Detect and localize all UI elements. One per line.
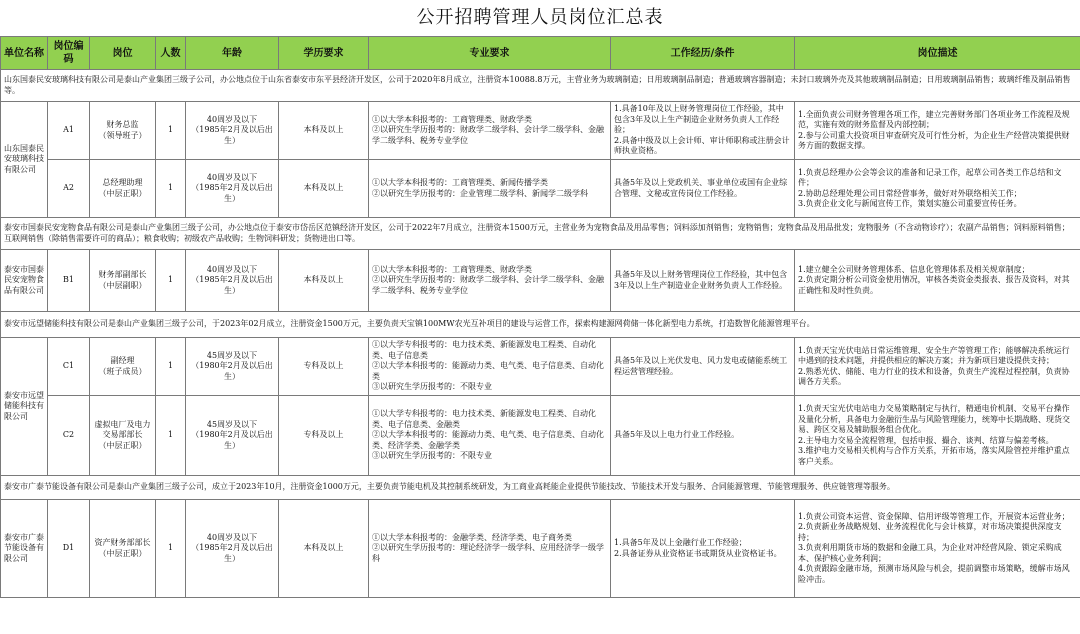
position-code: A1 bbox=[48, 102, 90, 160]
company-intro-row bbox=[1, 70, 1080, 102]
position-count: 1 bbox=[156, 160, 186, 218]
table-body bbox=[1, 70, 1080, 598]
position-description: 1.负责天宝光伏电站电力交易策略制定与执行，精通电价机制、交易平台操作及量化分析，具备电力金融衍生品与风险管理能力，统筹中长期战略、现货交易、跨区交易及辅助服务组合优化。 2.主导电力交易全流程管理，包括申报、撮合、谈判、结算与偏差考核。 3.维护电力交易相关机构与合作方关系，开拓市场，落实风险管控并维护重点客户关系。 bbox=[795, 396, 1080, 476]
experience-requirement: 1.具备10年及以上财务管理岗位工作经验，其中包含3年及以上生产制造企业财务负责人工作经验； 2.具备中级及以上会计师、审计师职称或注册会计师执业资格。 bbox=[611, 102, 795, 160]
position-title: 虚拟电厂及电力交易部部长 （中层正职） bbox=[90, 396, 156, 476]
position-description: 1.全面负责公司财务管理各项工作，建立完善财务部门各项业务工作流程及规范，实施有效的财务监督及内部控制； 2.参与公司重大投资项目审查研究及可行性分析，为企业生产经营决策提供财务方面的数据支撑。 bbox=[795, 102, 1080, 160]
page-title: 公开招聘管理人员岗位汇总表 bbox=[416, 7, 664, 28]
position-count: 1 bbox=[156, 396, 186, 476]
experience-requirement: 具备5年及以上电力行业工作经验。 bbox=[611, 396, 795, 476]
header-description: 岗位描述 bbox=[795, 37, 1080, 70]
age-requirement: 40周岁及以下 （1985年2月及以后出生） bbox=[186, 250, 279, 312]
recruitment-table bbox=[0, 36, 1080, 598]
education-requirement: 专科及以上 bbox=[279, 396, 369, 476]
header-position: 岗位 bbox=[90, 37, 156, 70]
position-row bbox=[1, 250, 1080, 312]
major-requirement: ①以大学专科报考的：电力技术类、新能源发电工程类、自动化类、电子信息类 ②以大学本科报考的：能源动力类、电气类、电子信息类、自动化类 ③以研究生学历报考的：不限专业 bbox=[369, 338, 611, 396]
header-row bbox=[1, 37, 1080, 70]
header-unit-name: 单位名称 bbox=[1, 37, 48, 70]
position-code: C2 bbox=[48, 396, 90, 476]
header-major: 专业要求 bbox=[369, 37, 611, 70]
position-count: 1 bbox=[156, 338, 186, 396]
experience-requirement: 具备5年及以上光伏发电、风力发电或储能系统工程运营管理经验。 bbox=[611, 338, 795, 396]
age-requirement: 40周岁及以下 （1985年2月及以后出生） bbox=[186, 500, 279, 598]
position-title: 财务总监 （领导班子） bbox=[90, 102, 156, 160]
position-title: 财务部副部长 （中层副职） bbox=[90, 250, 156, 312]
position-row bbox=[1, 102, 1080, 160]
major-requirement: ①以大学本科报考的：工商管理类、财政学类 ②以研究生学历报考的：财政学二级学科、会计学二级学科、金融学二级学科、税务专业学位 bbox=[369, 102, 611, 160]
position-code: A2 bbox=[48, 160, 90, 218]
position-title: 资产财务部部长 （中层正职） bbox=[90, 500, 156, 598]
education-requirement: 专科及以上 bbox=[279, 338, 369, 396]
position-row bbox=[1, 160, 1080, 218]
position-count: 1 bbox=[156, 500, 186, 598]
position-description: 1.建立健全公司财务管理体系、信息化管理体系及相关规章制度； 2.负责定期分析公司资金使用情况，审核各类资金类报表、报告及资料，对其正确性和及时性负责。 bbox=[795, 250, 1080, 312]
education-requirement: 本科及以上 bbox=[279, 500, 369, 598]
header-education: 学历要求 bbox=[279, 37, 369, 70]
header-position-code: 岗位编码 bbox=[48, 37, 90, 70]
company-intro-row bbox=[1, 476, 1080, 500]
company-intro-row bbox=[1, 218, 1080, 250]
company-name: 泰安市国泰民安宠物食品有限公司 bbox=[1, 250, 48, 312]
age-requirement: 40周岁及以下 （1985年2月及以后出生） bbox=[186, 160, 279, 218]
education-requirement: 本科及以上 bbox=[279, 102, 369, 160]
education-requirement: 本科及以上 bbox=[279, 250, 369, 312]
age-requirement: 45周岁及以下 （1980年2月及以后出生） bbox=[186, 396, 279, 476]
position-count: 1 bbox=[156, 102, 186, 160]
age-requirement: 40周岁及以下 （1985年2月及以后出生） bbox=[186, 102, 279, 160]
position-description: 1.负责公司资本运营、资金保障、信用评级等管理工作，开展资本运营业务； 2.负责新业务战略规划、业务流程优化与会计核算，对市场决策提供深度支持； 3.负责利用期货市场的数据和金融工具，为企业对冲经营风险、锁定采购成本、保护核心业务利润； 4.负责跟踪金融市场，预测市场风险与机会，提前调整市场策略，缓解市场风险冲击。 bbox=[795, 500, 1080, 598]
position-count: 1 bbox=[156, 250, 186, 312]
position-description: 1.负责总经理办公会等会议的准备和记录工作，起草公司各类工作总结和文件； 2.协助总经理处理公司日常经营事务，做好对外联络相关工作； 3.负责企业文化与新闻宣传工作，策划实施公司重要宣传任务。 bbox=[795, 160, 1080, 218]
company-intro-row bbox=[1, 312, 1080, 338]
position-row bbox=[1, 396, 1080, 476]
experience-requirement: 具备5年及以上党政机关、事业单位或国有企业综合管理、文秘或宣传岗位工作经验。 bbox=[611, 160, 795, 218]
position-row bbox=[1, 338, 1080, 396]
position-code: C1 bbox=[48, 338, 90, 396]
header-age: 年龄 bbox=[186, 37, 279, 70]
major-requirement: ①以大学专科报考的：电力技术类、新能源发电工程类、自动化类、电子信息类、金融类 ②以大学本科报考的：能源动力类、电气类、电子信息类、自动化类、经济学类、金融学类 ③以研究生学历报考的：不限专业 bbox=[369, 396, 611, 476]
company-intro: 泰安市广泰节能设备有限公司是泰山产业集团三级子公司，成立于2023年10月，注册资金1000万元，主要负责节能电机及其控制系统研发，为工商业高耗能企业提供节能技改、节能技术开发与服务、合同能源管理、节能管理服务、供应链管理等服务。 bbox=[1, 476, 1080, 500]
major-requirement: ①以大学本科报考的：金融学类、经济学类、电子商务类 ②以研究生学历报考的：理论经济学一级学科、应用经济学一级学科 bbox=[369, 500, 611, 598]
position-description: 1.负责天宝光伏电站日常运维管理、安全生产等管理工作；能够解决系统运行中遇到的技术问题，并提供相应的解决方案；并为新项目建设提供支持； 2.熟悉光伏、储能、电力行业的技术和设备，负责生产流程过程控制，负责协调各方关系。 bbox=[795, 338, 1080, 396]
company-intro: 泰安市国泰民安宠物食品有限公司是泰山产业集团三级子公司，办公地点位于泰安市岱岳区范镇经济开发区，公司于2022年7月成立，注册资本1500万元，主营业务为宠物食品及用品零售；饲料添加剂销售；宠物销售；宠物食品及用品批发；宠物服务（不含动物诊疗）；农副产品销售；饲料原料销售；互联网销售（除销售需要许可的商品）；粮食收购；初级农产品收购；生物饲料研发；货物进出口等。 bbox=[1, 218, 1080, 250]
header-experience: 工作经历/条件 bbox=[611, 37, 795, 70]
position-title: 副经理 （班子成员） bbox=[90, 338, 156, 396]
position-code: D1 bbox=[48, 500, 90, 598]
education-requirement: 本科及以上 bbox=[279, 160, 369, 218]
company-intro: 泰安市远望储能科技有限公司是泰山产业集团三级子公司，于2023年02月成立，注册资金1500万元，主要负责天宝镇100MW农光互补项目的建设与运营工作，探索构建源网荷储一体化新型电力系统，打造数智化能源管理平台。 bbox=[1, 312, 1080, 338]
age-requirement: 45周岁及以下 （1980年2月及以后出生） bbox=[186, 338, 279, 396]
position-code: B1 bbox=[48, 250, 90, 312]
company-name: 泰安市广泰节能设备有限公司 bbox=[1, 500, 48, 598]
company-name: 泰安市远望储能科技有限公司 bbox=[1, 338, 48, 476]
header-count: 人数 bbox=[156, 37, 186, 70]
experience-requirement: 具备5年及以上财务管理岗位工作经验，其中包含3年及以上生产制造业企业财务负责人工作经验。 bbox=[611, 250, 795, 312]
major-requirement: ①以大学本科报考的：工商管理类、财政学类 ②以研究生学历报考的：财政学二级学科、会计学二级学科、金融学二级学科、税务专业学位 bbox=[369, 250, 611, 312]
position-title: 总经理助理 （中层正职） bbox=[90, 160, 156, 218]
position-row bbox=[1, 500, 1080, 598]
experience-requirement: 1.具备5年及以上金融行业工作经验； 2.具备证券从业资格证书或期货从业资格证书。 bbox=[611, 500, 795, 598]
major-requirement: ①以大学本科报考的：工商管理类、新闻传播学类 ②以研究生学历报考的：企业管理二级学科、新闻学二级学科 bbox=[369, 160, 611, 218]
company-name: 山东国泰民安玻璃科技有限公司 bbox=[1, 102, 48, 218]
company-intro: 山东国泰民安玻璃科技有限公司是泰山产业集团三级子公司，办公地点位于山东省泰安市东平县经济开发区，公司于2020年8月成立，注册资本10088.8万元，主营业务为玻璃制造；日用玻璃制品制造；普通玻璃容器制造；未封口玻璃外壳及其他玻璃制品制造；日用玻璃制品销售；玻璃纤维及制品销售等。 bbox=[1, 70, 1080, 102]
